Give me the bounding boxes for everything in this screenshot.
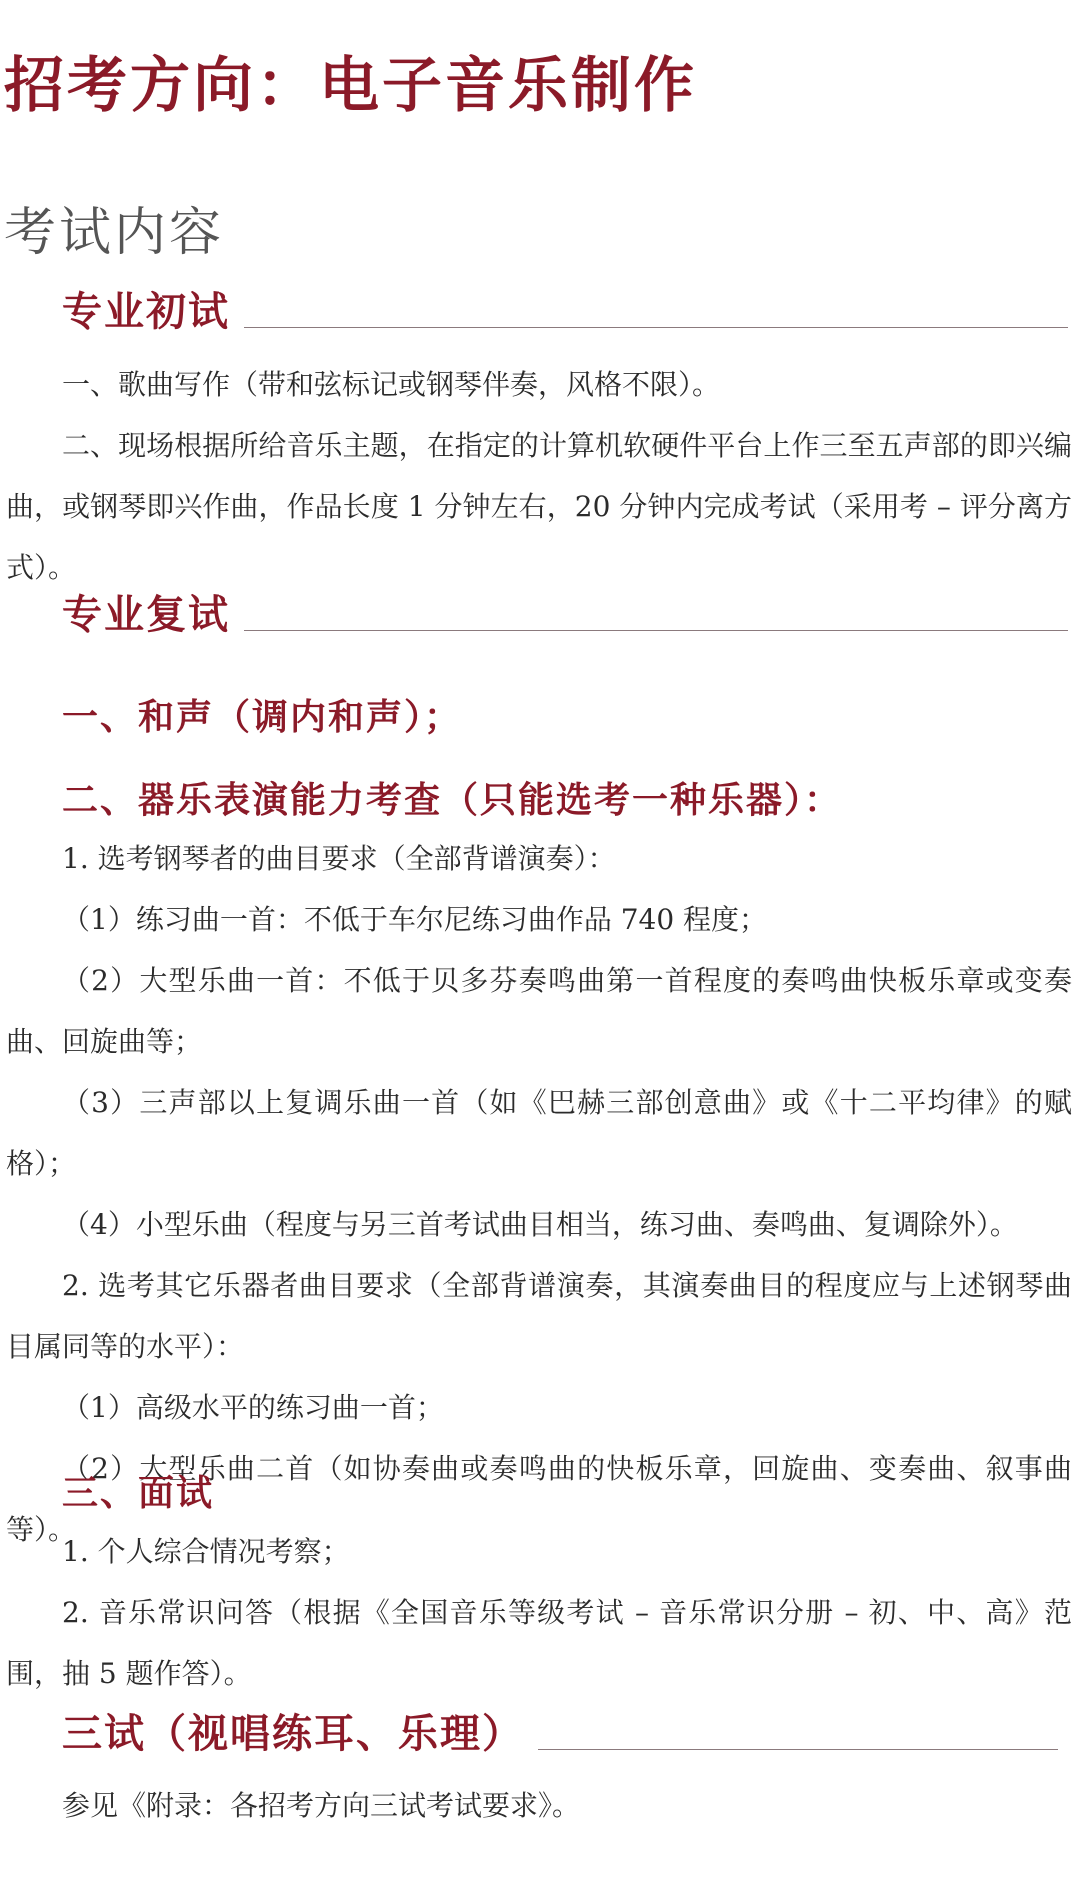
paragraph: 二、现场根据所给音乐主题，在指定的计算机软硬件平台上作三至五声部的即兴编曲，或钢琴即兴作曲，作品长度 1 分钟左右，20 分钟内完成考试（采用考 – 评分离方式）。 — [6, 429, 1072, 584]
paragraph: 2. 选考其它乐器者曲目要求（全部背谱演奏，其演奏曲目的程度应与上述钢琴曲目属同等的水平）： — [6, 1269, 1072, 1363]
paragraph: （1）练习曲一首：不低于车尔尼练习曲作品 740 程度； — [62, 903, 768, 936]
subheading-interview: 三、面试 — [62, 1473, 215, 1514]
paragraph: 2. 音乐常识问答（根据《全国音乐等级考试 – 音乐常识分册 – 初、中、高》范围，抽 5 题作答）。 — [6, 1596, 1072, 1690]
paragraph: （1）高级水平的练习曲一首； — [62, 1391, 444, 1424]
subheading-harmony: 一、和声（调内和声）； — [62, 697, 463, 738]
page-title: 招考方向：电子音乐制作 — [4, 51, 697, 121]
section-heading-label: 专业复试 — [62, 592, 230, 638]
paragraph: 参见《附录：各招考方向三试考试要求》。 — [62, 1789, 581, 1822]
section-heading-second — [62, 592, 1068, 638]
paragraph: （4）小型乐曲（程度与另三首考试曲目相当，练习曲、奏鸣曲、复调除外）。 — [62, 1208, 1018, 1241]
paragraph: （3）三声部以上复调乐曲一首（如《巴赫三部创意曲》或《十二平均律》的赋格）； — [6, 1086, 1072, 1180]
paragraph: 一、歌曲写作（带和弦标记或钢琴伴奏，风格不限）。 — [62, 368, 721, 401]
heading-rule — [538, 1749, 1058, 1750]
section-heading-third — [62, 1711, 1058, 1757]
section-heading-label: 三试（视唱练耳、乐理） — [62, 1711, 524, 1757]
section-heading-label: 专业初试 — [62, 289, 230, 335]
subheading-instrumental: 二、器乐表演能力考查（只能选考一种乐器）： — [62, 780, 843, 821]
paragraph: 1. 选考钢琴者的曲目要求（全部背谱演奏）： — [62, 842, 616, 875]
paragraph: （2）大型乐曲二首（如协奏曲或奏鸣曲的快板乐章，回旋曲、变奏曲、叙事曲等）。 — [6, 1452, 1072, 1546]
paragraph: （2）大型乐曲一首：不低于贝多芬奏鸣曲第一首程度的奏鸣曲快板乐章或变奏曲、回旋曲等； — [6, 964, 1072, 1058]
paragraph: 1. 个人综合情况考察； — [62, 1535, 350, 1568]
heading-rule — [244, 327, 1068, 328]
section-heading-preliminary — [62, 289, 1068, 335]
section-subtitle: 考试内容 — [4, 203, 225, 263]
heading-rule — [244, 630, 1068, 631]
